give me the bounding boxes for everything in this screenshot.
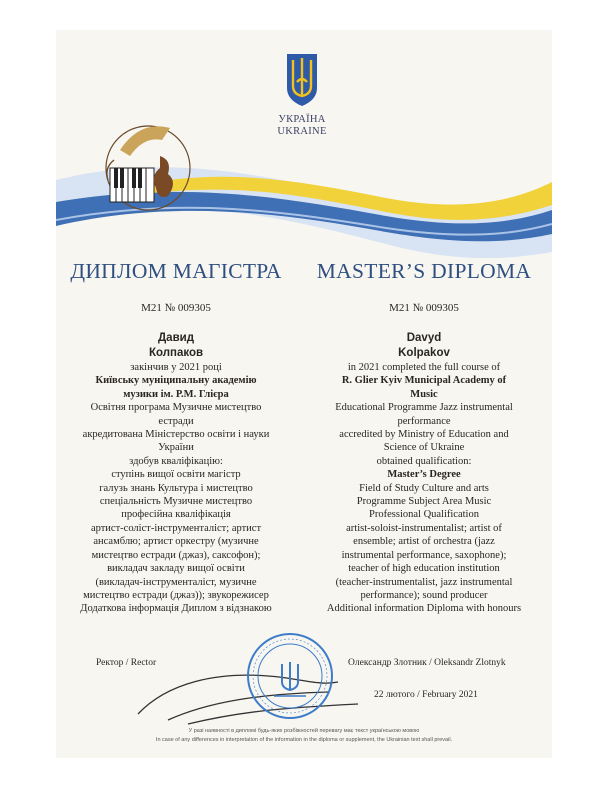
body-line: здобув кваліфікацію: [129, 455, 223, 467]
body-line: мистецтво естради (джаз), саксофон); [91, 549, 261, 561]
body-line: спеціальність Музичне мистецтво [99, 496, 253, 508]
tryzub-icon [284, 52, 320, 108]
body-line: галузь знань Культура і мистецтво [99, 482, 253, 494]
body-line: artist-soloist-instrumentalist; artist of [346, 522, 502, 534]
body-line: performance [397, 415, 451, 427]
body-line: викладач закладу вищої освіти [107, 563, 245, 575]
body-line: закінчив у 2021 році [130, 362, 222, 373]
body-line: ступінь вищої освіти магістр [111, 469, 241, 481]
last-name-en: Kolpakov [398, 347, 450, 359]
diploma-title-en: MASTER’S DIPLOMA [316, 259, 532, 283]
body-line: артист-соліст-інструменталіст; артист [90, 522, 262, 534]
body-line: in 2021 completed the full course of [347, 362, 501, 373]
body-line: (teacher-instrumentalist, jazz instrumental [335, 576, 513, 588]
footer-note-ua: У разі наявності в дипломі будь-яких розбіжностей перевагу має текст українською мовою [188, 728, 420, 734]
country-name [252, 114, 352, 138]
body-line: мистецтво естради (джаз)); звукорежисер [83, 589, 269, 601]
body-line: obtained qualification: [376, 455, 472, 467]
diploma-sheet [56, 30, 552, 758]
signatory-name: Олександр Злотник / Oleksandr Zlotnyk [348, 658, 506, 668]
ukrainian-column [56, 258, 296, 616]
body-line: (викладач-інструменталіст, музичне [95, 576, 257, 588]
body-line: України [158, 442, 194, 454]
country-name-ua: УКРАЇНА [278, 114, 326, 125]
rector-label: Ректор / Rector [96, 658, 157, 668]
country-name-en: UKRAINE [277, 126, 327, 137]
footer-note-en: In case of any differences in interpretation of the information in the diploma or supplement, the Ukrainian text shall prevail. [155, 737, 453, 743]
issue-date: 22 лютого / February 2021 [374, 690, 478, 700]
diploma-number-ua: M21 № 009305 [141, 302, 211, 314]
body-line: Science of Ukraine [383, 442, 465, 454]
body-line: Master’s Degree [387, 469, 461, 481]
body-line: teacher of high education institution [348, 563, 500, 575]
first-name-en: Davyd [406, 332, 442, 344]
body-line: accredited by Ministry of Education and [339, 429, 509, 441]
body-line: Programme Subject Area Music [356, 496, 492, 508]
academy-seal [244, 630, 336, 722]
body-line: ensemble; artist of orchestra (jazz [353, 536, 495, 548]
english-column [304, 258, 544, 616]
body-line: професійна кваліфікація [121, 509, 231, 521]
body-line: Field of Study Culture and arts [359, 482, 489, 494]
body-line: performance); sound producer [360, 589, 488, 601]
body-line: естради [158, 415, 194, 427]
academy-logo [100, 110, 196, 230]
body-line: instrumental performance, saxophone); [341, 549, 507, 561]
first-name-ua: Давид [157, 332, 195, 344]
body-line: R. Glier Kyiv Municipal Academy of [341, 375, 507, 387]
body-line: акредитована Міністерство освіти і науки [82, 429, 270, 441]
diploma-body-en [304, 361, 544, 616]
body-line: Додаткова інформація Диплом з відзнакою [80, 603, 272, 615]
body-line: Professional Qualification [369, 509, 479, 521]
last-name-ua: Колпаков [148, 347, 204, 359]
body-line: музики ім. Р.М. Глієра [123, 388, 229, 400]
body-line: ансамблю; артист оркестру (музичне [93, 536, 259, 548]
diploma-title-ua: ДИПЛОМ МАГІСТРА [70, 259, 282, 283]
body-line: Освітня програма Музичне мистецтво [90, 402, 262, 414]
diploma-number-en: M21 № 009305 [389, 302, 459, 314]
body-line: Music [410, 388, 438, 400]
body-line: Educational Programme Jazz instrumental [335, 402, 513, 414]
diploma-body-ua [56, 361, 296, 616]
body-line: Additional information Diploma with honours [326, 603, 522, 615]
body-line: Київську муніципальну академію [95, 375, 257, 387]
